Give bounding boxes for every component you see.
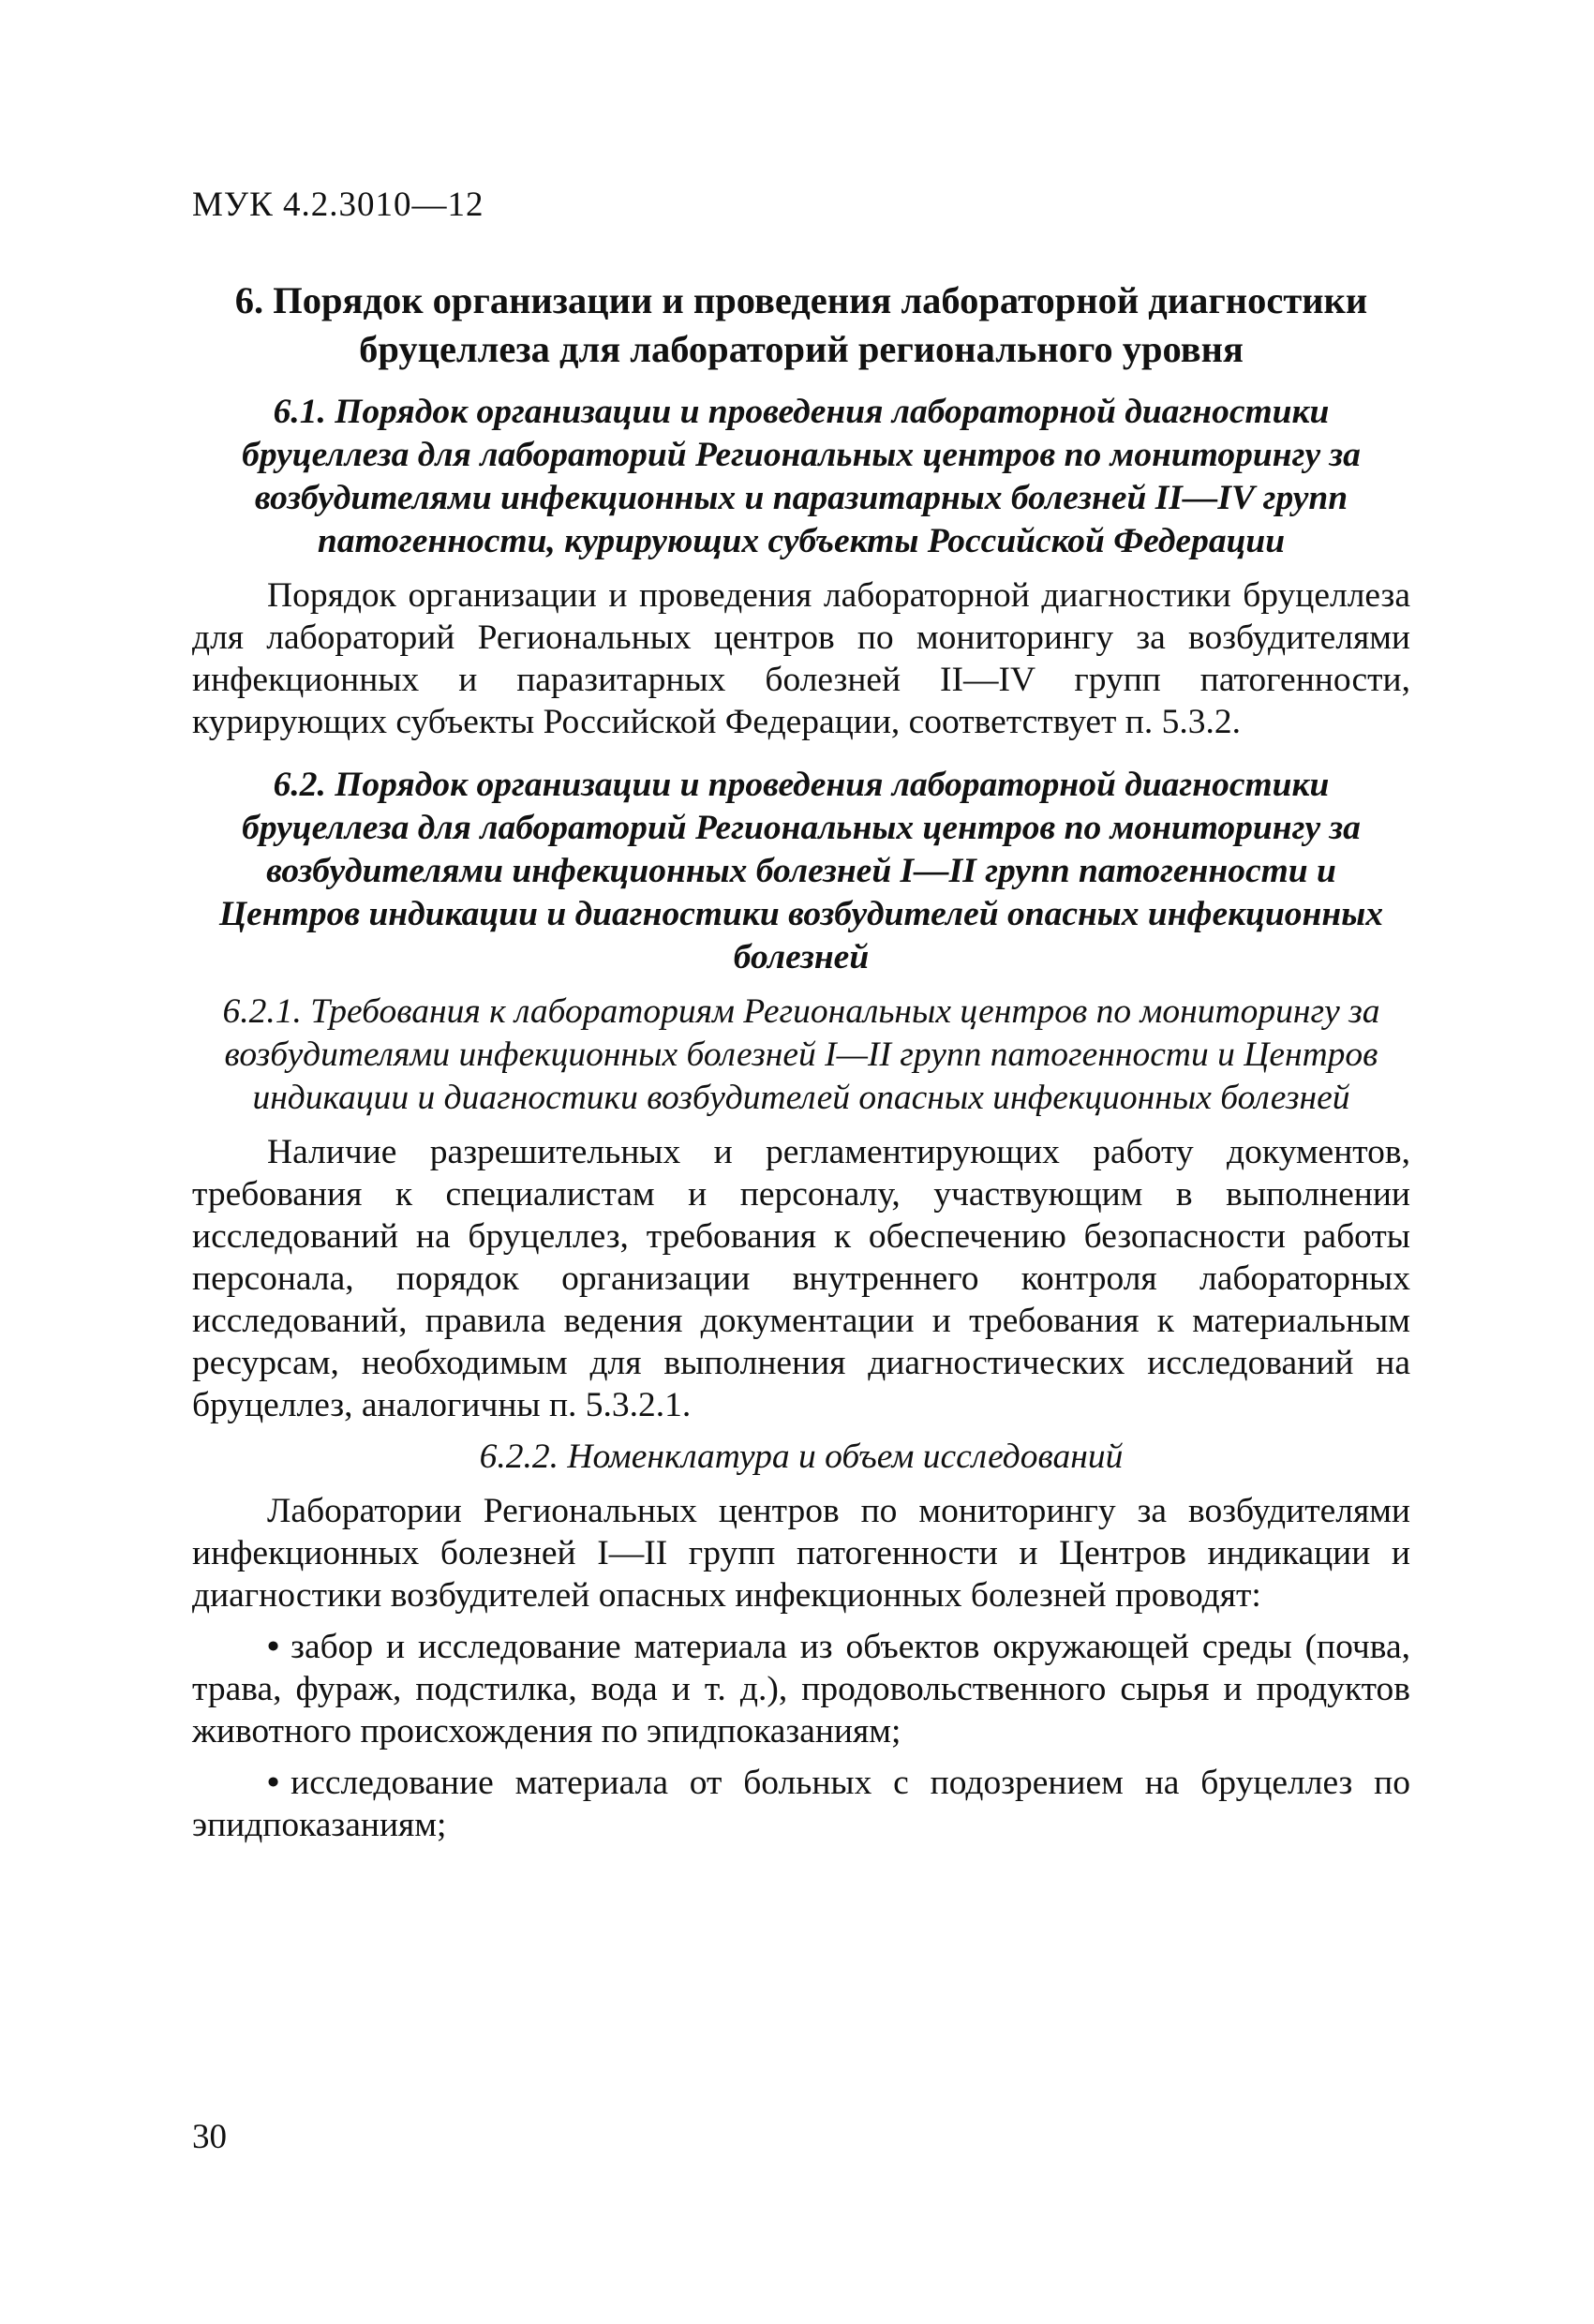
list-item (192, 1626, 1410, 1752)
bullet-icon: • (267, 1628, 280, 1666)
subsection-6-2-1-heading: 6.2.1. Требования к лабораториям Региональных центров по мониторингу за возбудителями инфекционных болезней I—II групп патогенности и Центров индикации и диагностики возбудителей опасных инфекционных болезней (222, 992, 1380, 1117)
chapter-title: 6. Порядок организации и проведения лабораторной диагностики бруцеллеза для лабораторий регионального уровня (234, 279, 1368, 370)
procedure-list (192, 1626, 1410, 1846)
subsection-6-2-1-body: Наличие разрешительных и регламентирующих работу документов, требования к специалистам и персоналу, участвующим в выполнении исследований на бруцеллез, требования к обеспечению безопасности работы персонала, порядок организации внутреннего контроля лабораторных исследований, правила ведения документации и требования к материальным ресурсам, необходимым для выполнения диагностических исследований на бруцеллез, аналогичны п. 5.3.2.1. (192, 1133, 1410, 1424)
page-number: 30 (192, 2118, 227, 2156)
section-6-1-body: Порядок организации и проведения лабораторной диагностики бруцеллеза для лабораторий Региональных центров по мониторингу за возбудителями инфекционных и паразитарных болезней II—IV групп патогенности, курирующих субъекты Российской Федерации, соответствует п. 5.3.2. (192, 576, 1410, 741)
bullet-icon: • (267, 1764, 280, 1802)
list-item-text: исследование материала от больных с подозрением на бруцеллез по эпидпоказаниям; (192, 1764, 1410, 1844)
subsection-6-2-2-heading: 6.2.2. Номенклатура и объем исследований (479, 1438, 1124, 1476)
running-head: МУК 4.2.3010—12 (192, 186, 484, 224)
page-content (192, 276, 1410, 1855)
section-6-1-heading: 6.1. Порядок организации и проведения лабораторной диагностики бруцеллеза для лабораторий Региональных центров по мониторингу за возбудителями инфекционных и паразитарных болезней II—IV групп патогенности, курирующих субъекты Российской Федерации (242, 393, 1361, 560)
list-item-text: забор и исследование материала из объектов окружающей среды (почва, трава, фураж, подстилка, вода и т. д.), продовольственного сырья и продуктов животного происхождения по эпидпоказаниям; (192, 1628, 1410, 1750)
list-item (192, 1762, 1410, 1846)
subsection-6-2-2-body: Лаборатории Региональных центров по мониторингу за возбудителями инфекционных болезней I—II групп патогенности и Центров индикации и диагностики возбудителей опасных инфекционных болезней проводят: (192, 1492, 1410, 1615)
section-6-2-heading: 6.2. Порядок организации и проведения лабораторной диагностики бруцеллеза для лабораторий Региональных центров по мониторингу за возбудителями инфекционных болезней I—II групп патогенности и Центров индикации и диагностики возбудителей опасных инфекционных болезней (219, 766, 1383, 976)
